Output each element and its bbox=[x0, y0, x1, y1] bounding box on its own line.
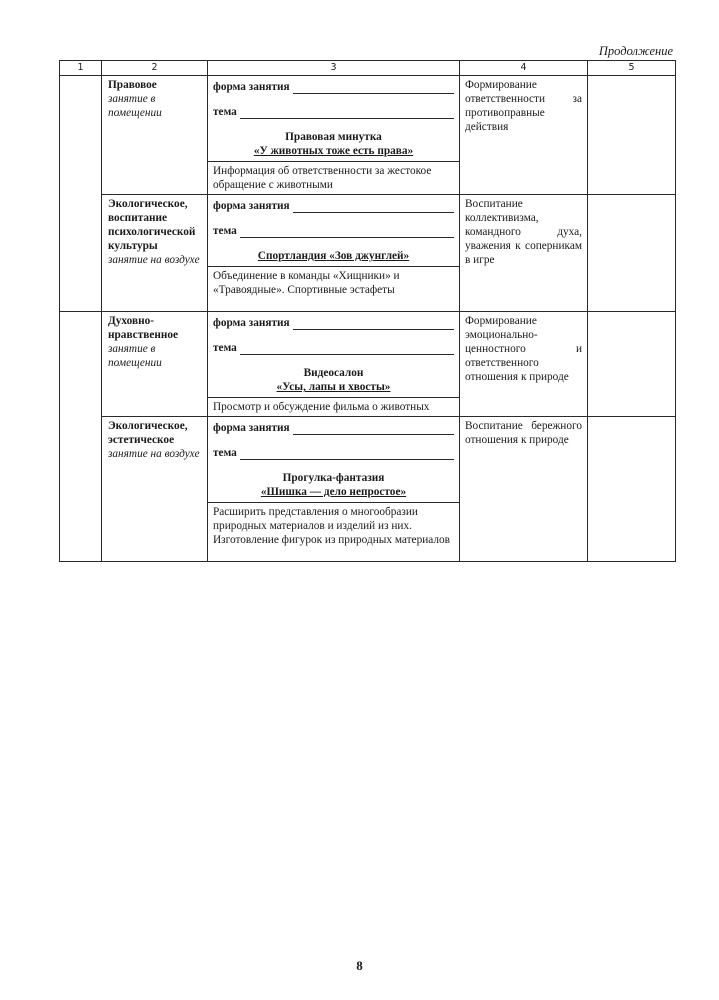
direction-cell bbox=[102, 195, 208, 312]
column-1-cell bbox=[60, 76, 102, 312]
table-row bbox=[60, 312, 676, 417]
direction-cell bbox=[102, 76, 208, 195]
topic-field bbox=[213, 446, 454, 460]
form-field bbox=[213, 316, 454, 330]
form-field bbox=[213, 80, 454, 94]
direction-label: Экологическое, воспитание психологической культуры bbox=[108, 198, 196, 252]
topic-field bbox=[213, 341, 454, 355]
form-field bbox=[213, 199, 454, 213]
goal-cell: Формирование эмоционально-ценностного и ответственного отношения к природе bbox=[460, 312, 588, 417]
topic-label: тема bbox=[213, 106, 237, 118]
form-blank bbox=[293, 423, 454, 435]
activity-kind: занятие в помещении bbox=[108, 343, 162, 369]
column-header: 1 bbox=[60, 61, 102, 76]
table-header-row bbox=[60, 61, 676, 76]
activity-kind: занятие на воздухе bbox=[108, 254, 200, 266]
event-cell bbox=[208, 417, 460, 562]
activity-plan-table bbox=[59, 60, 676, 562]
continuation-label: Продолжение bbox=[598, 44, 673, 58]
event-cell bbox=[208, 76, 460, 195]
event-title: «У животных тоже есть права» bbox=[253, 145, 414, 157]
column-header: 5 bbox=[588, 61, 676, 76]
topic-label: тема bbox=[213, 447, 237, 459]
activity-kind: занятие в помещении bbox=[108, 93, 162, 119]
topic-label: тема bbox=[213, 225, 237, 237]
event-title-line bbox=[213, 249, 454, 263]
form-blank bbox=[293, 318, 454, 330]
goal-cell: Формирование ответственности за противоправные действия bbox=[460, 76, 588, 195]
form-label: форма занятия bbox=[213, 317, 290, 329]
direction-label: Правовое bbox=[108, 79, 157, 91]
topic-blank bbox=[240, 107, 454, 119]
table-row bbox=[60, 417, 676, 562]
event-cell bbox=[208, 195, 460, 312]
topic-blank bbox=[240, 448, 454, 460]
goal-cell: Воспитание коллективизма, командного духа, уважения к соперникам в игре bbox=[460, 195, 588, 312]
event-title: «Усы, лапы и хвосты» bbox=[276, 381, 391, 393]
event-title: «Зов джунглей» bbox=[329, 250, 410, 262]
event-description: Просмотр и обсуждение фильма о животных bbox=[208, 397, 459, 414]
column-header: 2 bbox=[102, 61, 208, 76]
column-5-cell bbox=[588, 312, 676, 417]
form-label: форма занятия bbox=[213, 422, 290, 434]
form-blank bbox=[293, 82, 454, 94]
topic-label: тема bbox=[213, 342, 237, 354]
direction-label: Духовно-нравственное bbox=[108, 315, 179, 341]
form-label: форма занятия bbox=[213, 81, 290, 93]
topic-blank bbox=[240, 226, 454, 238]
column-5-cell bbox=[588, 195, 676, 312]
form-label: форма занятия bbox=[213, 200, 290, 212]
form-field bbox=[213, 421, 454, 435]
topic-field bbox=[213, 105, 454, 119]
direction-cell bbox=[102, 417, 208, 562]
column-header: 4 bbox=[460, 61, 588, 76]
event-cell bbox=[208, 312, 460, 417]
activity-kind: занятие на воздухе bbox=[108, 448, 200, 460]
table-row bbox=[60, 76, 676, 195]
event-title: «Шишка — дело непростое» bbox=[260, 486, 407, 498]
goal-cell: Воспитание бережного отношения к природе bbox=[460, 417, 588, 562]
column-header: 3 bbox=[208, 61, 460, 76]
form-blank bbox=[293, 201, 454, 213]
event-description: Расширить представления о многообразии природных материалов и изделий из них. Изготовление фигурок из природных материалов bbox=[208, 502, 459, 547]
event-name: Прогулка-фантазия bbox=[282, 472, 385, 484]
topic-field bbox=[213, 224, 454, 238]
column-1-cell bbox=[60, 312, 102, 562]
column-5-cell bbox=[588, 417, 676, 562]
event-description: Информация об ответственности за жестокое обращение с животными bbox=[208, 161, 459, 192]
column-5-cell bbox=[588, 76, 676, 195]
event-description: Объединение в команды «Хищники» и «Травоядные». Спортивные эстафеты bbox=[208, 266, 459, 297]
event-name: Спортландия bbox=[257, 250, 327, 262]
direction-label: Экологическое, эстетическое bbox=[108, 420, 188, 446]
event-name: Правовая минутка bbox=[285, 131, 382, 143]
event-name: Видеосалон bbox=[303, 367, 364, 379]
direction-cell bbox=[102, 312, 208, 417]
table-row bbox=[60, 195, 676, 312]
topic-blank bbox=[240, 343, 454, 355]
page-number: 8 bbox=[356, 958, 363, 973]
